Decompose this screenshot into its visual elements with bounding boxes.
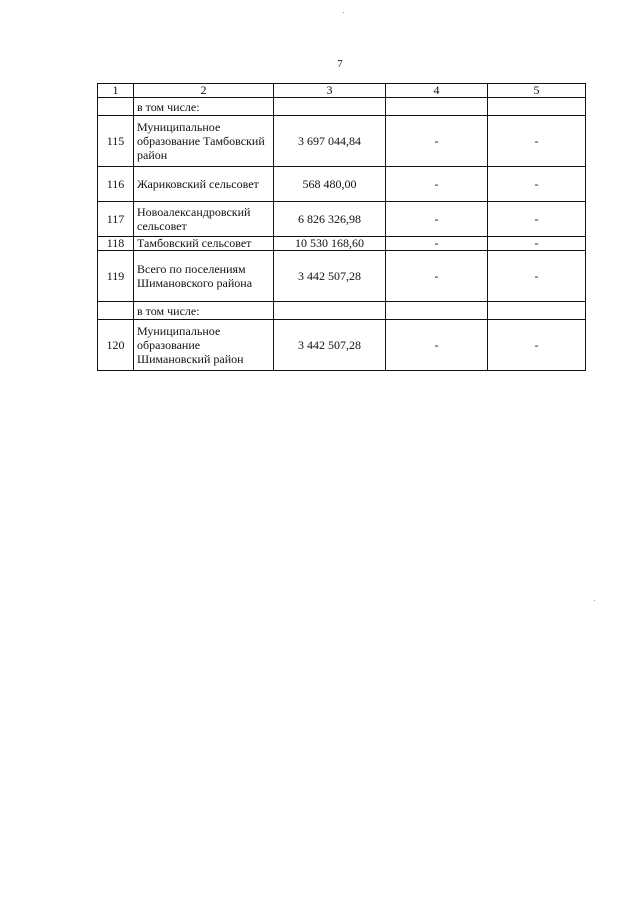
header-cell: 4 — [386, 84, 488, 98]
row-col4 — [386, 302, 488, 320]
table-row — [98, 237, 586, 251]
row-number: 118 — [98, 237, 134, 251]
table-header-row — [98, 84, 586, 98]
row-value — [274, 302, 386, 320]
header-cell: 5 — [488, 84, 586, 98]
row-col5: - — [488, 237, 586, 251]
row-name: Муниципальное образование Тамбовский район — [134, 116, 274, 167]
row-number: 119 — [98, 251, 134, 302]
row-col4: - — [386, 202, 488, 237]
table-row — [98, 202, 586, 237]
row-value: 3 442 507,28 — [274, 320, 386, 371]
table-row — [98, 302, 586, 320]
row-col4 — [386, 98, 488, 116]
row-col5: - — [488, 167, 586, 202]
row-number: 117 — [98, 202, 134, 237]
row-name: Муниципальное образование Шимановский район — [134, 320, 274, 371]
header-cell: 3 — [274, 84, 386, 98]
table-row — [98, 98, 586, 116]
row-number: 120 — [98, 320, 134, 371]
table-row — [98, 116, 586, 167]
row-col5: - — [488, 320, 586, 371]
row-name: в том числе: — [134, 98, 274, 116]
row-name: в том числе: — [134, 302, 274, 320]
row-value: 568 480,00 — [274, 167, 386, 202]
row-value — [274, 98, 386, 116]
row-value: 3 697 044,84 — [274, 116, 386, 167]
row-col4: - — [386, 237, 488, 251]
row-value: 3 442 507,28 — [274, 251, 386, 302]
row-col5: - — [488, 116, 586, 167]
row-col4: - — [386, 116, 488, 167]
row-col5: - — [488, 251, 586, 302]
row-number — [98, 98, 134, 116]
data-table — [97, 83, 586, 371]
row-col5 — [488, 302, 586, 320]
row-number: 115 — [98, 116, 134, 167]
row-name: Тамбовский сельсовет — [134, 237, 274, 251]
row-col4: - — [386, 251, 488, 302]
row-value: 10 530 168,60 — [274, 237, 386, 251]
table-row — [98, 320, 586, 371]
row-name: Новоалександровский сельсовет — [134, 202, 274, 237]
row-number: 116 — [98, 167, 134, 202]
row-col5 — [488, 98, 586, 116]
header-cell: 2 — [134, 84, 274, 98]
row-name: Жариковский сельсовет — [134, 167, 274, 202]
table-row — [98, 167, 586, 202]
row-value: 6 826 326,98 — [274, 202, 386, 237]
row-number — [98, 302, 134, 320]
table-row — [98, 251, 586, 302]
row-col4: - — [386, 320, 488, 371]
header-cell: 1 — [98, 84, 134, 98]
page-number: 7 — [337, 58, 343, 70]
row-name: Всего по поселениям Шимановского района — [134, 251, 274, 302]
scan-speck — [594, 600, 595, 601]
row-col5: - — [488, 202, 586, 237]
scan-speck — [343, 12, 344, 13]
row-col4: - — [386, 167, 488, 202]
